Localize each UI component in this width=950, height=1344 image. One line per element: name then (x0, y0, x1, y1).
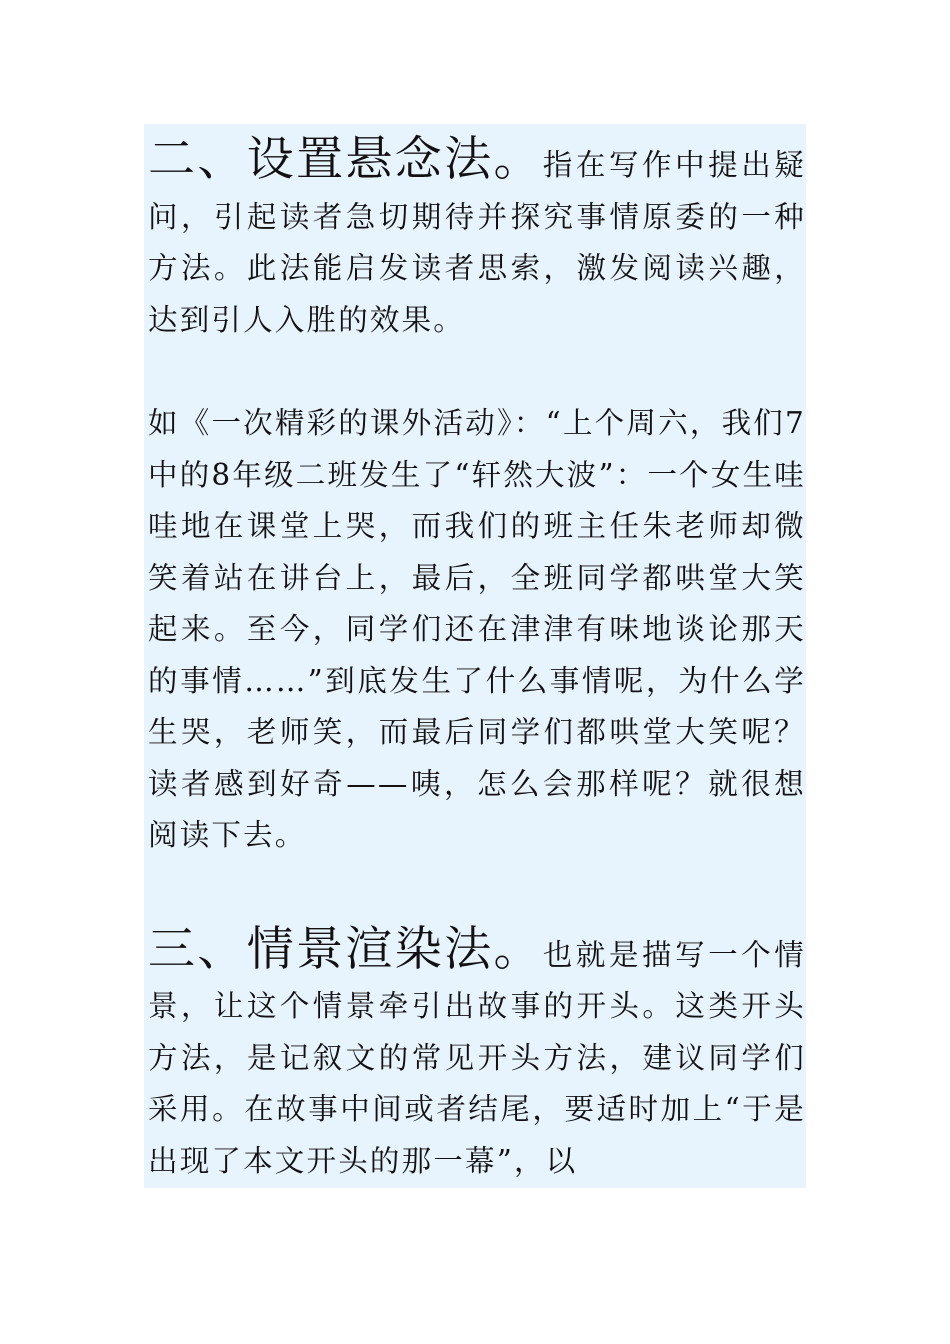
example-text: 如《一次精彩的课外活动》：“上个周六，我们7中的8年级二班发生了“轩然大波”：一个女生哇哇地在课堂上哭，而我们的班主任朱老师却微笑着站在讲台上，最后，全班同学都哄堂大笑起来。至今，同学们还在津津有味地谈论那天的事情……”到底发生了什么事情呢，为什么学生哭，老师笑，而最后同学们都哄堂大笑呢？读者感到好奇——咦，怎么会那样呢？就很想阅读下去。 (148, 406, 806, 852)
example-paragraph (148, 398, 806, 862)
section-scene (148, 921, 806, 1188)
section-heading-suspense: 二、设置悬念法。 (148, 132, 543, 187)
section-heading-scene: 三、情景渲染法。 (148, 921, 543, 977)
section-text-scene: 也就是描写一个情景，让这个情景牵引出故事的开头。这类开头方法，是记叙文的常见开头方法，建议同学们采用。在故事中间或者结尾，要适时加上“于是出现了本文开头的那一幕”，以 (148, 937, 806, 1178)
section-text-suspense: 指在写作中提出疑问，引起读者急切期待并探究事情原委的一种方法。此法能启发读者思索，激发阅读兴趣，达到引人入胜的效果。 (148, 148, 806, 337)
section-suspense (148, 134, 806, 346)
document-body (144, 124, 806, 1188)
